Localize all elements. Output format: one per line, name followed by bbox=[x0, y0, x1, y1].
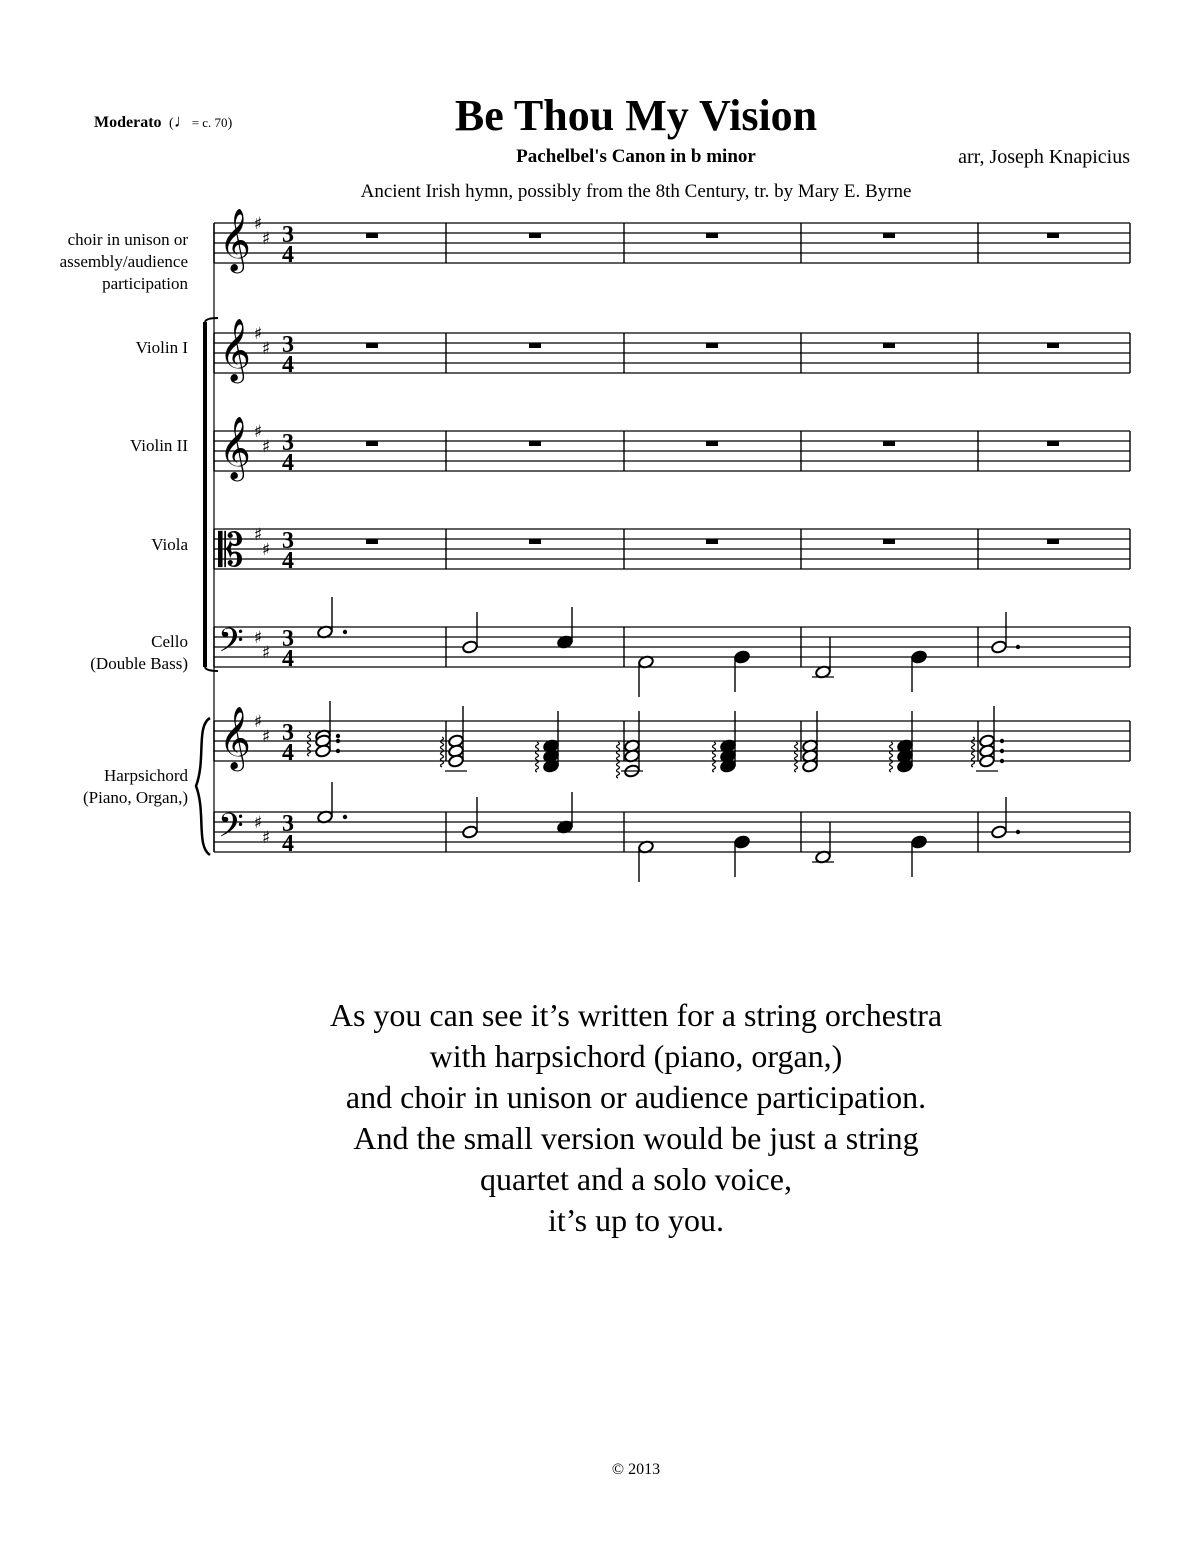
whole-rest bbox=[529, 441, 541, 446]
notehead bbox=[911, 650, 928, 664]
quarter-note-icon: ♩ bbox=[173, 111, 192, 131]
whole-rest bbox=[883, 539, 895, 544]
sharp-icon: ♯ bbox=[261, 540, 271, 560]
time-signature-numerator: 3 bbox=[282, 720, 294, 746]
augmentation-dot bbox=[1016, 830, 1020, 834]
strings-bracket bbox=[205, 318, 218, 322]
piano-brace bbox=[196, 718, 210, 855]
notehead bbox=[462, 825, 479, 839]
instrument-label-line: Violin II bbox=[130, 436, 188, 455]
sharp-icon: ♯ bbox=[261, 229, 271, 249]
treble-clef-icon: 𝄞 bbox=[219, 318, 251, 381]
augmentation-dot bbox=[1000, 749, 1004, 753]
whole-rest bbox=[883, 233, 895, 238]
time-signature-denominator: 4 bbox=[282, 352, 294, 378]
augmentation-dot bbox=[336, 749, 340, 753]
augmentation-dot bbox=[343, 630, 347, 634]
arpeggio-mark bbox=[795, 742, 798, 772]
sharp-icon: ♯ bbox=[261, 643, 271, 663]
instrument-label-line: Violin I bbox=[135, 338, 188, 357]
lyricist-credit: Ancient Irish hymn, possibly from the 8th Century, tr. by Mary E. Byrne bbox=[360, 181, 912, 202]
whole-rest bbox=[706, 441, 718, 446]
instrument-label-line: participation bbox=[102, 274, 188, 293]
sharp-icon: ♯ bbox=[253, 422, 263, 442]
staff bbox=[214, 416, 1130, 482]
bass-clef-icon: 𝄢 bbox=[218, 807, 244, 853]
notehead bbox=[734, 835, 751, 849]
sharp-icon: ♯ bbox=[253, 214, 263, 234]
chord-notehead bbox=[315, 744, 332, 758]
arpeggio-mark bbox=[617, 742, 620, 778]
body-text-line: it’s up to you. bbox=[547, 1202, 724, 1238]
score-title: Be Thou My Vision bbox=[454, 91, 818, 140]
notehead bbox=[991, 640, 1008, 654]
alto-clef-icon: 𝄡 bbox=[218, 523, 244, 577]
augmentation-dot bbox=[1016, 645, 1020, 649]
time-signature-numerator: 3 bbox=[282, 528, 294, 554]
body-text-line: And the small version would be just a string bbox=[353, 1120, 919, 1156]
time-signature-denominator: 4 bbox=[282, 450, 294, 476]
sharp-icon: ♯ bbox=[261, 828, 271, 848]
body-text bbox=[0, 995, 1200, 1241]
instrument-label-line: (Piano, Organ,) bbox=[83, 788, 188, 807]
sharp-icon: ♯ bbox=[253, 324, 263, 344]
time-signature-numerator: 3 bbox=[282, 332, 294, 358]
sharp-icon: ♯ bbox=[261, 339, 271, 359]
score-subtitle: Pachelbel's Canon in b minor bbox=[516, 146, 756, 167]
instrument-label-line: Viola bbox=[151, 535, 188, 554]
notehead bbox=[991, 825, 1008, 839]
body-text-line: and choir in unison or audience participation. bbox=[345, 1079, 927, 1115]
notehead bbox=[734, 650, 751, 664]
whole-rest bbox=[1047, 539, 1059, 544]
whole-rest bbox=[529, 539, 541, 544]
time-signature-numerator: 3 bbox=[282, 626, 294, 652]
sharp-icon: ♯ bbox=[261, 437, 271, 457]
whole-rest bbox=[706, 539, 718, 544]
arpeggio-mark bbox=[308, 732, 311, 756]
treble-clef-icon: 𝄞 bbox=[219, 208, 251, 271]
staff bbox=[214, 523, 1130, 577]
arranger-credit: arr, Joseph Knapicius bbox=[958, 146, 1130, 168]
notehead bbox=[911, 835, 928, 849]
time-signature-denominator: 4 bbox=[282, 646, 294, 672]
sharp-icon: ♯ bbox=[253, 813, 263, 833]
whole-rest bbox=[706, 343, 718, 348]
time-signature-denominator: 4 bbox=[282, 548, 294, 574]
whole-rest bbox=[883, 343, 895, 348]
sharp-icon: ♯ bbox=[253, 628, 263, 648]
chord-notehead bbox=[448, 754, 465, 768]
time-signature-denominator: 4 bbox=[282, 242, 294, 268]
whole-rest bbox=[366, 233, 378, 238]
whole-rest bbox=[1047, 441, 1059, 446]
time-signature-denominator: 4 bbox=[282, 740, 294, 766]
body-text-line: with harpsichord (piano, organ,) bbox=[429, 1038, 843, 1074]
body-text-line: quartet and a solo voice, bbox=[480, 1161, 792, 1197]
whole-rest bbox=[706, 233, 718, 238]
sharp-icon: ♯ bbox=[261, 727, 271, 747]
sharp-icon: ♯ bbox=[253, 525, 263, 545]
whole-rest bbox=[883, 441, 895, 446]
arpeggio-mark bbox=[890, 742, 893, 772]
instrument-label-line: (Double Bass) bbox=[90, 654, 188, 673]
augmentation-dot bbox=[1000, 739, 1004, 743]
time-signature-numerator: 3 bbox=[282, 811, 294, 837]
tempo-marking: Moderato (♩= c. 70) bbox=[94, 111, 233, 131]
augmentation-dot bbox=[336, 734, 340, 738]
whole-rest bbox=[529, 343, 541, 348]
bass-clef-icon: 𝄢 bbox=[218, 622, 244, 668]
arpeggio-mark bbox=[536, 742, 539, 772]
whole-rest bbox=[529, 233, 541, 238]
whole-rest bbox=[1047, 343, 1059, 348]
body-text-line: As you can see it’s written for a string orchestra bbox=[329, 997, 943, 1033]
treble-clef-icon: 𝄞 bbox=[219, 416, 251, 479]
notehead bbox=[462, 640, 479, 654]
augmentation-dot bbox=[336, 739, 340, 743]
chord-notehead bbox=[979, 754, 996, 768]
instrument-label-line: assembly/audience bbox=[59, 252, 188, 271]
staff bbox=[214, 208, 1130, 274]
whole-rest bbox=[366, 539, 378, 544]
whole-rest bbox=[366, 343, 378, 348]
time-signature-numerator: 3 bbox=[282, 222, 294, 248]
tempo-value: = c. 70 bbox=[191, 115, 228, 130]
sharp-icon: ♯ bbox=[253, 712, 263, 732]
instrument-label-line: choir in unison or bbox=[67, 230, 188, 249]
augmentation-dot bbox=[343, 815, 347, 819]
arpeggio-mark bbox=[713, 742, 716, 772]
instrument-label-line: Cello bbox=[151, 632, 188, 651]
time-signature-numerator: 3 bbox=[282, 430, 294, 456]
time-signature-denominator: 4 bbox=[282, 831, 294, 857]
copyright: © 2013 bbox=[611, 1461, 661, 1478]
whole-rest bbox=[1047, 233, 1059, 238]
staff bbox=[214, 318, 1130, 384]
instrument-label-line: Harpsichord bbox=[103, 766, 188, 785]
tempo-text: Moderato bbox=[94, 114, 162, 131]
augmentation-dot bbox=[1000, 759, 1004, 763]
treble-clef-icon: 𝄞 bbox=[219, 706, 251, 769]
whole-rest bbox=[366, 441, 378, 446]
